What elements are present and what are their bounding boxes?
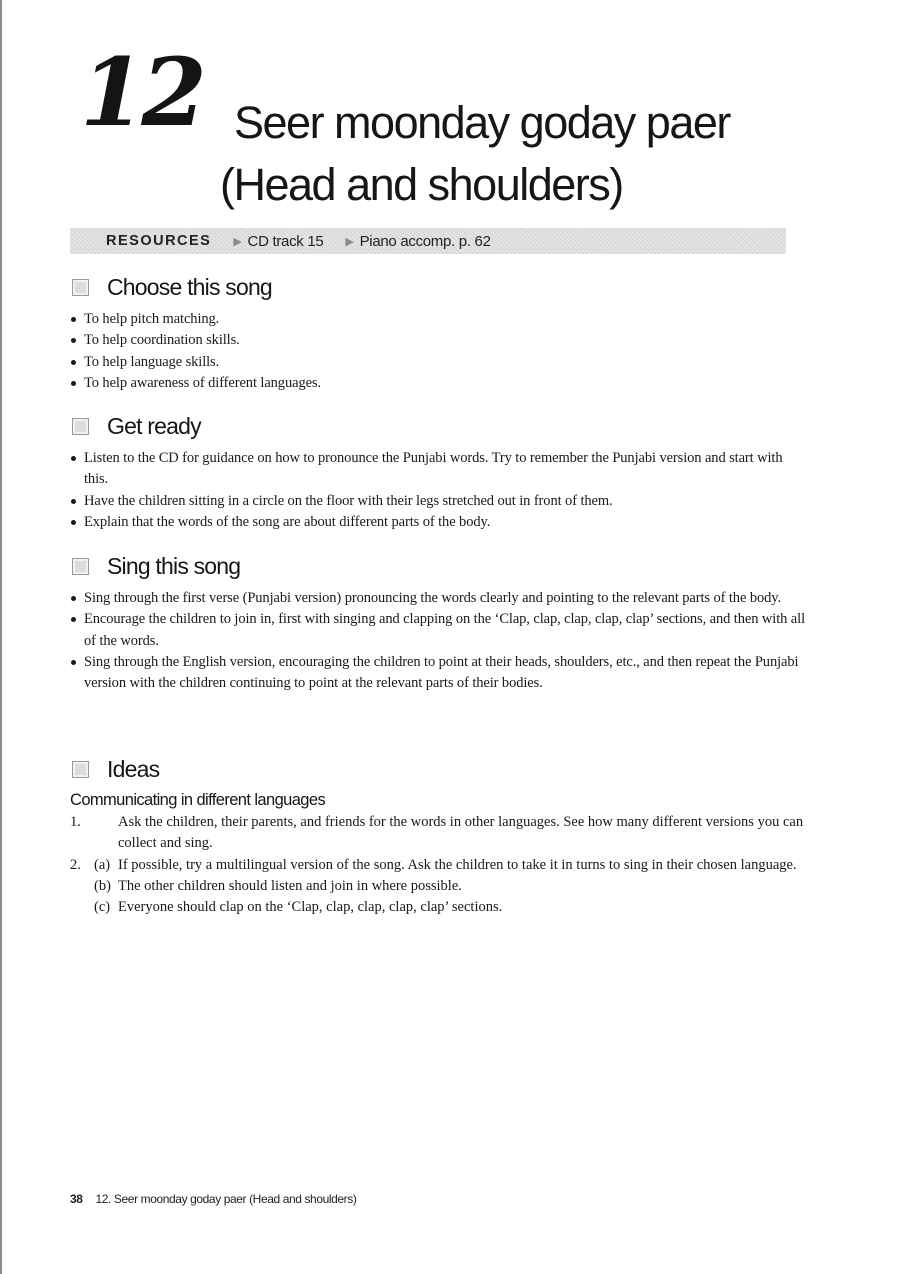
resources-bar — [70, 228, 786, 254]
list-item — [70, 373, 810, 394]
list-item — [70, 609, 810, 652]
song-number: 12 — [80, 38, 203, 148]
idea-item-2b — [70, 876, 810, 897]
idea-sub-label: (b) — [94, 877, 111, 894]
idea-text: Everyone should clap on the ‘Clap, clap, clap, clap, clap’ sections. — [118, 899, 503, 916]
bullet-list — [70, 448, 810, 533]
list-item-text: Explain that the words of the song are about different parts of the body. — [84, 513, 491, 530]
list-item — [70, 448, 810, 491]
triangle-right-icon: ▶ — [345, 235, 354, 248]
section-title: Sing this song — [107, 552, 241, 579]
idea-number: 1. — [70, 814, 81, 830]
section-title: Ideas — [107, 755, 160, 782]
section-heading — [70, 271, 810, 303]
square-icon — [72, 418, 89, 435]
triangle-right-icon: ▶ — [233, 235, 242, 248]
idea-number: 2. — [70, 856, 81, 873]
list-item-text: Sing through the English version, encouraging the children to point at their heads, shoulders, etc., and then repeat the Punjabi version with the children continuing to point at the relevant parts of their bodies. — [84, 653, 799, 692]
resource-item-cd — [233, 233, 323, 250]
song-title-line-2: (Head and shoulders) — [220, 159, 623, 210]
section-heading — [70, 753, 810, 785]
list-item-text: To help language skills. — [84, 353, 220, 370]
page-edge — [0, 0, 2, 1274]
section-heading — [70, 410, 810, 442]
idea-text: Ask the children, their parents, and friends for the words in other languages. See how many different versions you can collect and sing. — [118, 814, 804, 852]
section-choose-this-song — [70, 271, 810, 394]
resource-item-label: CD track 15 — [247, 232, 324, 250]
list-item — [70, 491, 810, 512]
list-item-text: Sing through the first verse (Punjabi version) pronouncing the words clearly and pointing to the relevant parts of the body. — [84, 590, 782, 606]
idea-text: If possible, try a multilingual version of the song. Ask the children to take it in turns to sing in their chosen language. — [118, 856, 797, 873]
ideas-subheading: Communicating in different languages — [70, 791, 326, 809]
song-title-line-1: Seer moonday goday paer — [234, 97, 730, 148]
page-number: 38 — [70, 1192, 83, 1206]
section-title: Get ready — [107, 412, 201, 439]
resource-item-piano — [345, 233, 490, 250]
resources-label: RESOURCES — [106, 233, 212, 249]
bullet-list — [70, 309, 810, 394]
square-icon — [72, 558, 89, 575]
running-title: 12. Seer moonday goday paer (Head and shoulders) — [95, 1192, 357, 1206]
list-item — [70, 352, 810, 373]
section-sing-this-song — [70, 550, 810, 694]
list-item — [70, 588, 810, 609]
idea-sub-label: (c) — [94, 899, 111, 916]
square-icon — [72, 279, 89, 296]
list-item — [70, 330, 810, 351]
section-get-ready — [70, 410, 810, 533]
idea-item-2c — [70, 897, 810, 918]
idea-item-1 — [70, 812, 810, 855]
list-item-text: To help coordination skills. — [84, 332, 240, 349]
list-item — [70, 512, 810, 533]
list-item — [70, 309, 810, 330]
resource-item-label: Piano accomp. p. 62 — [359, 232, 491, 250]
list-item-text: To help pitch matching. — [84, 311, 220, 327]
list-item-text: Encourage the children to join in, first with singing and clapping on the ‘Clap, clap, clap, clap, clap’ sections, and then with all of the words. — [84, 611, 805, 649]
list-item-text: Listen to the CD for guidance on how to pronounce the Punjabi words. Try to remember the Punjabi version and start with this. — [84, 450, 783, 488]
idea-text: The other children should listen and join in where possible. — [118, 877, 462, 894]
idea-item-2a — [70, 855, 810, 876]
section-heading — [70, 550, 810, 582]
section-ideas — [70, 753, 810, 918]
list-item — [70, 652, 810, 695]
section-title: Choose this song — [107, 273, 272, 300]
bullet-list — [70, 588, 810, 694]
square-icon — [72, 761, 89, 778]
list-item-text: To help awareness of different languages. — [84, 374, 321, 391]
page-footer — [70, 1192, 356, 1206]
idea-sub-label: (a) — [94, 856, 111, 873]
list-item-text: Have the children sitting in a circle on the floor with their legs stretched out in front of them. — [84, 492, 613, 509]
